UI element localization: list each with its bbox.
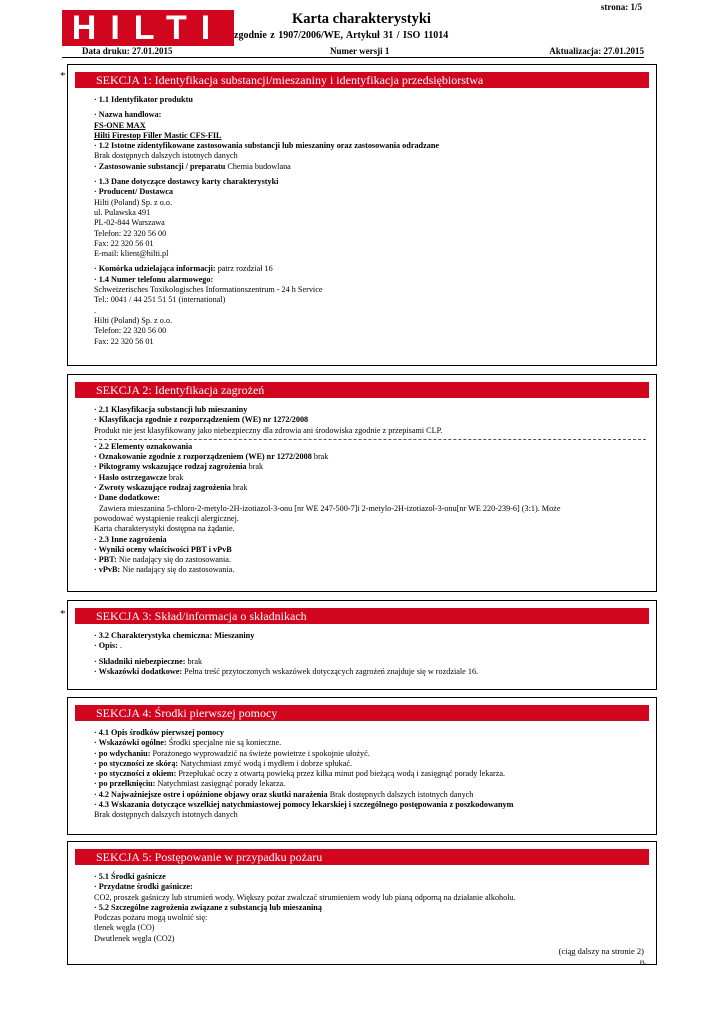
email-line: E-mail: klient@hilti.pl	[94, 249, 169, 259]
text-line: · Przydatne środki gaśnicze:	[94, 882, 193, 892]
field-value: brak	[311, 452, 329, 462]
text-line: Telefon: 22 320 56 00	[94, 228, 167, 238]
text-line: Tel.: 0041 / 44 251 51 51 (international)	[94, 295, 226, 305]
text-line: Dwutlenek węgla (CO2)	[94, 933, 175, 943]
text-line: Zawiera mieszanina 5-chloro-2-metylo-2H-izotiazol-3-onu [nr WE 247-500-7]i 2-metylo-2H-izotiazol-3-onu[nr WE 220-239-6] (3:1). Może	[99, 503, 561, 513]
text-line: · Producent/ Dostawca	[94, 187, 173, 197]
field-label: · Komórka udzielająca informacji:	[94, 264, 216, 274]
field-label: · Wskazówki ogólne:	[94, 738, 167, 748]
text-line: · 2.3 Inne zagrożenia	[94, 534, 167, 544]
field-label: · vPvB:	[94, 565, 121, 575]
text-line: Fax: 22 320 56 01	[94, 238, 154, 248]
hilti-logo: HILTI	[62, 10, 234, 46]
field-label: · PBT:	[94, 555, 117, 565]
text-line: · Wyniki oceny właściwości PBT i vPvB	[94, 544, 232, 554]
field-label: · Opis:	[94, 641, 118, 651]
text-line: PL-02-844 Warszawa	[94, 218, 165, 228]
field-label: · po styczności ze skórą:	[94, 758, 179, 768]
field-label: · Zastosowanie substancji / preparatu	[94, 161, 226, 171]
text-line: · 5.1 Środki gaśnicze	[94, 872, 166, 881]
product-name: Hilti Firestop Filler Mastic CFS-FIL	[94, 130, 222, 140]
text-line: Schweizerisches Toxikologisches Informationszentrum - 24 h Service	[94, 285, 323, 295]
field-label: · po styczności z okiem:	[94, 769, 177, 779]
text-line: · Klasyfikacja zgodnie z rozporządzeniem (WE) nr 1272/2008	[94, 415, 309, 425]
document-title: Karta charakterystyki	[292, 11, 431, 27]
divider	[94, 439, 646, 440]
text-line: · 5.2 Szczególne zagrożenia związane z substancją lub mieszaniną	[94, 902, 322, 912]
field-label: · Wskazówki dodatkowe:	[94, 666, 183, 676]
field-label: · Składniki niebezpieczne:	[94, 656, 186, 666]
field-label: · po przełknięciu:	[94, 779, 156, 789]
field-label: · Oznakowanie zgodnie z rozporządzeniem (WE) nr 1272/2008	[94, 452, 312, 462]
field-label: · 4.2 Najważniejsze ostre i opóźnione objawy oraz skutki narażenia	[94, 789, 328, 799]
section-1	[67, 64, 657, 366]
section-1-title: SEKCJA 1: Identyfikacja substancji/mieszaniny i identyfikacja przedsiębiorstwa	[75, 72, 649, 88]
text-line: Podczas pożaru mogą uwolnić się:	[94, 913, 208, 923]
field-value: brak	[166, 472, 184, 482]
field-value: brak	[246, 462, 264, 472]
field-value: Brak dostępnych dalszych istotnych danych	[327, 789, 474, 799]
field-label: · po wdychaniu:	[94, 748, 151, 758]
section-4-title: SEKCJA 4: Środki pierwszej pomocy	[75, 705, 649, 721]
print-date: Data druku: 27.01.2015	[82, 46, 173, 56]
language-code: PL	[639, 960, 646, 966]
field-value: Przepłukać oczy z otwartą powieką przez kilka minut pod bieżącą wodą i zasięgnąć porady lekarza.	[176, 769, 506, 779]
field-value: Chemia budowlana	[225, 161, 291, 171]
product-name: FS-ONE MAX	[94, 120, 146, 130]
text-line: Fax: 22 320 56 01	[94, 336, 154, 346]
text-line: · 3.2 Charakterystyka chemiczna: Mieszaniny	[94, 631, 255, 640]
field-value: brak	[230, 483, 248, 493]
field-value: Nie nadający się do zastosowania.	[116, 555, 231, 565]
text-line: Karta charakterystyki dostępna na żądanie.	[94, 524, 235, 534]
field-label: · Hasło ostrzegawcze	[94, 472, 167, 482]
text-line: Hilti (Poland) Sp. z o.o.	[94, 315, 173, 325]
text-line: · 1.3 Dane dotyczące dostawcy karty charakterystyki	[94, 177, 279, 187]
text-line: · 4.3 Wskazania dotyczące wszelkiej natychmiastowej pomocy lekarskiej i szczególnego postępowania z poszkodowanym	[94, 800, 514, 810]
text-line: · 1.4 Numer telefonu alarmowego:	[94, 274, 214, 284]
text-line: Brak dostępnych dalszych istotnych danych	[94, 151, 238, 161]
text-line: · 2.1 Klasyfikacja substancji lub mieszaniny	[94, 405, 248, 414]
field-value: .	[117, 641, 122, 651]
field-label: · Piktogramy wskazujące rodzaj zagrożenia	[94, 462, 247, 472]
text-line: tlenek węgla (CO)	[94, 923, 155, 933]
section-3-title: SEKCJA 3: Skład/informacja o składnikach	[75, 608, 649, 624]
section-5-title: SEKCJA 5: Postępowanie w przypadku pożaru	[75, 849, 649, 865]
document-subtitle: zgodnie z 1907/2006/WE, Artykuł 31 / ISO 11014	[234, 30, 449, 41]
text-line: Brak dostępnych dalszych istotnych danych	[94, 810, 238, 820]
field-value: Natychmiast zmyć wodą i mydłem i dobrze spłukać.	[178, 758, 353, 768]
change-marker: *	[60, 608, 66, 620]
text-line: · Nazwa handlowa:	[94, 110, 162, 120]
text-line: CO2, proszek gaśniczy lub strumień wody. Większy pożar zwalczać strumieniem wody lub pianą odporną na działanie alkoholu.	[94, 892, 516, 902]
text-line: Telefon: 22 320 56 00	[94, 326, 167, 336]
field-value: patrz rozdział 16	[215, 264, 273, 274]
text-line: .	[94, 305, 97, 315]
update-date: Aktualizacja: 27.01.2015	[549, 46, 644, 56]
field-value: Pełna treść przytoczonych wskazówek dotyczących zagrożeń znajduje się w rozdziale 16.	[182, 666, 479, 676]
text-line: · 4.1 Opis środków pierwszej pomocy	[94, 728, 224, 737]
text-line: powodować wystąpienie reakcji alergicznej.	[94, 513, 239, 523]
text-line: ul. Pulawska 491	[94, 207, 151, 217]
field-value: Nie nadający się do zastosowania.	[120, 565, 235, 575]
field-value: brak	[185, 656, 203, 666]
field-value: Porażonego wyprowadzić na świeże powietrze i spokojnie ułożyć.	[150, 748, 370, 758]
field-label: · Zwroty wskazujące rodzaj zagrożenia	[94, 483, 231, 493]
section-2	[67, 374, 657, 592]
text-line: · Dane dodatkowe:	[94, 493, 160, 503]
header-divider	[62, 57, 644, 58]
field-value: Środki specjalne nie są konieczne.	[166, 738, 282, 748]
continued-note: (ciąg dalszy na stronie 2)	[558, 946, 644, 956]
text-line: · 1.1 Identyfikator produktu	[94, 95, 193, 104]
section-3	[67, 600, 657, 690]
text-line: · 2.2 Elementy oznakowania	[94, 441, 193, 451]
version-number: Numer wersji 1	[330, 46, 390, 56]
text-line: Produkt nie jest klasyfikowany jako niebezpieczny dla zdrowia ani środowiska zgodnie z przepisami CLP.	[94, 425, 443, 435]
change-marker: *	[60, 70, 66, 82]
field-value: Natychmiast zasięgnąć porady lekarza.	[155, 779, 286, 789]
section-4	[67, 697, 657, 835]
text-line: · 1.2 Istotne zidentyfikowane zastosowania substancji lub mieszaniny oraz zastosowania odradzane	[94, 141, 440, 151]
text-line: Hilti (Poland) Sp. z o.o.	[94, 197, 173, 207]
section-2-title: SEKCJA 2: Identyfikacja zagrożeń	[75, 382, 649, 398]
page-number: strona: 1/5	[600, 2, 642, 12]
